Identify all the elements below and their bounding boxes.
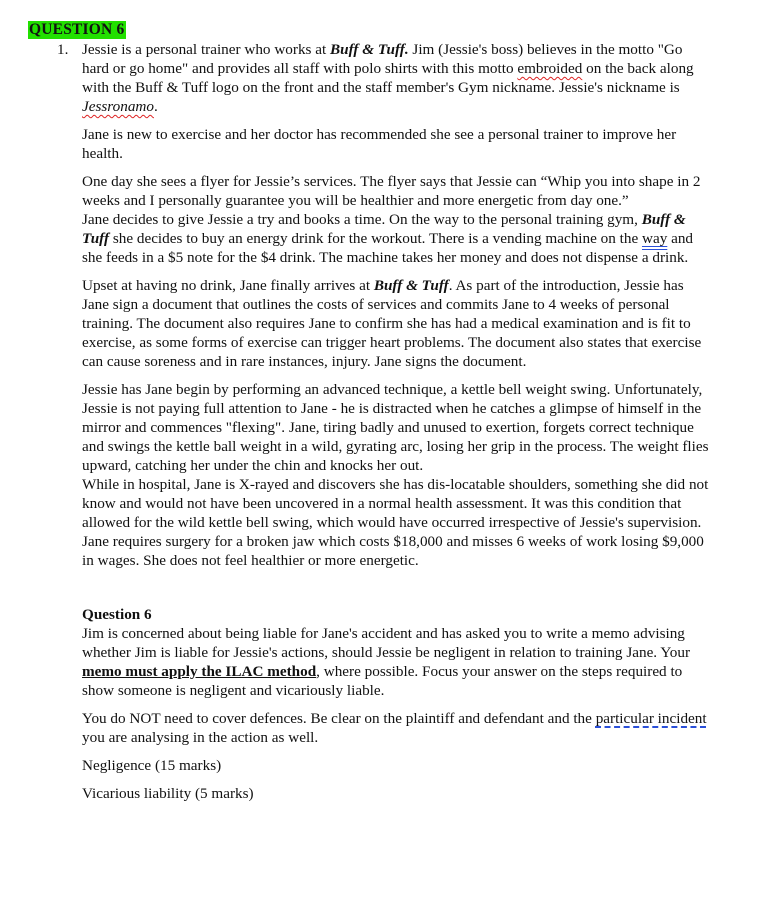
grammar-flag: particular incident xyxy=(595,710,707,727)
document-body xyxy=(82,40,712,803)
brand-name: Buff & Tuff xyxy=(82,211,686,247)
scenario-paragraph-7: While in hospital, Jane is X-rayed and discovers she has dis-locatable shoulders, something she did not know and would not have been uncovered in a normal health assessment. It was this condition that allowed for the wild kettle bell swing, which would have occurred irrespective of Jessie's supervision. xyxy=(82,476,709,531)
scenario-paragraph-2: Jane is new to exercise and her doctor has recommended she see a personal trainer to improve her health. xyxy=(82,126,677,162)
scenario-paragraph-5: Upset at having no drink, Jane finally arrives at Buff & Tuff. As part of the introduction, Jessie has Jane sign a document that outlines the costs of services and commits Jane to 4 weeks of personal training. The document also requires Jane to confirm she has had a medical examination and is fit to exercise, as some forms of exercise can trigger heart problems. The document also states that exercise can cause soreness and in rare instances, injury. Jane signs the document. xyxy=(82,277,702,370)
marks-negligence: Negligence (15 marks) xyxy=(82,757,222,774)
brand-name: Buff & Tuff. xyxy=(330,41,409,58)
brand-name: Buff & Tuff xyxy=(373,277,449,294)
scenario-paragraph-8: Jane requires surgery for a broken jaw which costs $18,000 and misses 6 weeks of work losing $9,000 in wages. She does not feel healthier or more energetic. xyxy=(82,533,704,569)
marks-vicarious: Vicarious liability (5 marks) xyxy=(82,785,254,802)
scenario-paragraph-4: Jane decides to give Jessie a try and books a time. On the way to the personal training gym, Buff & Tuff she decides to buy an energy drink for the workout. There is a vending machine on the way and she feeds in a $5 note for the $4 drink. The machine takes her money and does not dispense a drink. xyxy=(82,211,694,266)
scenario-paragraph-6: Jessie has Jane begin by performing an advanced technique, a kettle bell weight swing. Unfortunately, Jessie is not paying full attention to Jane - he is distracted when he catches a glimpse of himself in the mirror and commences "flexing". Jane, tiring badly and unused to exertion, forgets correct technique and swings the kettle ball weight in a wild, gyrating arc, losing her grip in the process. The weight flies upward, catching her under the chin and knocks her out. xyxy=(82,381,709,474)
question-paragraph-2: You do NOT need to cover defences. Be clear on the plaintiff and defendant and the particular incident you are analysing in the action as well. xyxy=(82,710,707,746)
nickname: Jessronamo xyxy=(82,98,154,115)
question-title: Question 6 xyxy=(82,606,152,623)
grammar-flag: way xyxy=(641,230,668,247)
question-paragraph-1: Jim is concerned about being liable for Jane's accident and has asked you to write a memo advising whether Jim is liable for Jessie's actions, should Jessie be negligent in relation to training Jane. Your memo must apply the ILAC method, where possible. Focus your answer on the steps required to show someone is negligent and vicariously liable. xyxy=(82,625,691,699)
scenario-paragraph-1: Jessie is a personal trainer who works at Buff & Tuff. Jim (Jessie's boss) believes in the motto "Go hard or go home" and provides all staff with polo shirts with this motto embroided on the back along with the Buff & Tuff logo on the front and the staff member's Gym nickname. Jessie's nickname is Jessronamo. xyxy=(82,41,694,115)
question-heading: QUESTION 6 xyxy=(29,21,125,38)
scenario-paragraph-3: One day she sees a flyer for Jessie’s services. The flyer says that Jessie can “Whip you into shape in 2 weeks and I personally guarantee you will be healthier and more energetic from day one.” xyxy=(82,173,701,209)
list-number: 1. xyxy=(57,41,69,58)
ilac-emphasis: memo must apply the ILAC method xyxy=(82,663,317,680)
spelling-flag: embroided xyxy=(517,60,583,77)
